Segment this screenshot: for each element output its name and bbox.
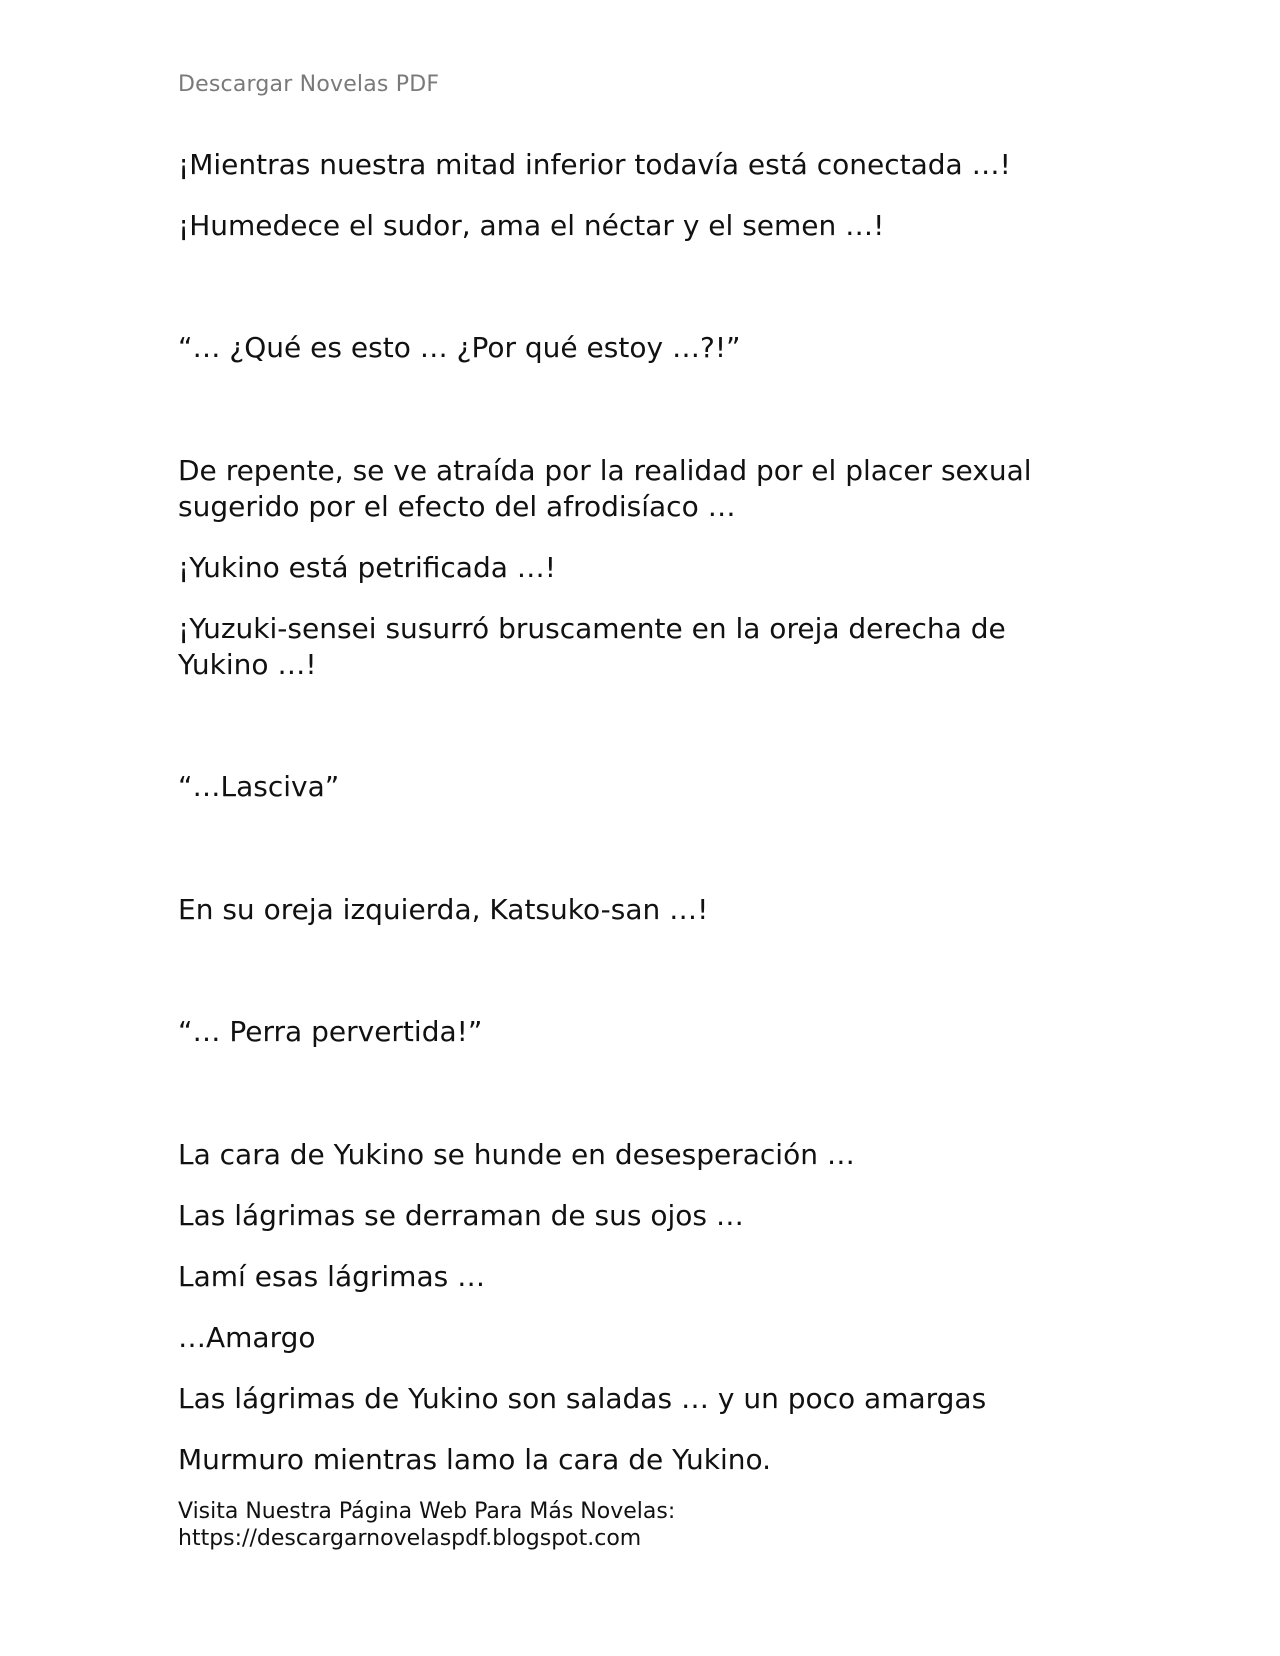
paragraph: “… Perra pervertida!” xyxy=(178,1015,483,1048)
paragraph: Lamí esas lágrimas … xyxy=(178,1260,486,1293)
paragraph: “…Lasciva” xyxy=(178,770,340,803)
footer-promo-text: Visita Nuestra Página Web Para Más Novelas: xyxy=(178,1499,676,1524)
paragraph: Las lágrimas de Yukino son saladas … y un poco amargas xyxy=(178,1382,987,1415)
paragraph: ¡Mientras nuestra mitad inferior todavía está conectada …! xyxy=(178,148,1011,181)
paragraph: Murmuro mientras lamo la cara de Yukino. xyxy=(178,1443,772,1476)
page-footer xyxy=(178,1498,675,1552)
paragraph: De repente, se ve atraída por la realidad por el placer sexual sugerido por el efecto del afrodisíaco … xyxy=(178,454,1041,523)
footer-website-link[interactable]: https://descargarnovelaspdf.blogspot.com xyxy=(178,1526,642,1551)
paragraph: ¡Yukino está petrificada …! xyxy=(178,551,556,584)
page-header: Descargar Novelas PDF xyxy=(178,72,440,97)
paragraph: …Amargo xyxy=(178,1321,316,1354)
paragraph: La cara de Yukino se hunde en desesperación … xyxy=(178,1138,855,1171)
paragraph: En su oreja izquierda, Katsuko-san …! xyxy=(178,893,709,926)
paragraph: ¡Yuzuki-sensei susurró bruscamente en la oreja derecha de Yukino …! xyxy=(178,612,1015,681)
paragraph: “… ¿Qué es esto … ¿Por qué estoy …?!” xyxy=(178,331,741,364)
paragraph: Las lágrimas se derraman de sus ojos … xyxy=(178,1199,744,1232)
paragraph: ¡Humedece el sudor, ama el néctar y el semen …! xyxy=(178,209,885,242)
